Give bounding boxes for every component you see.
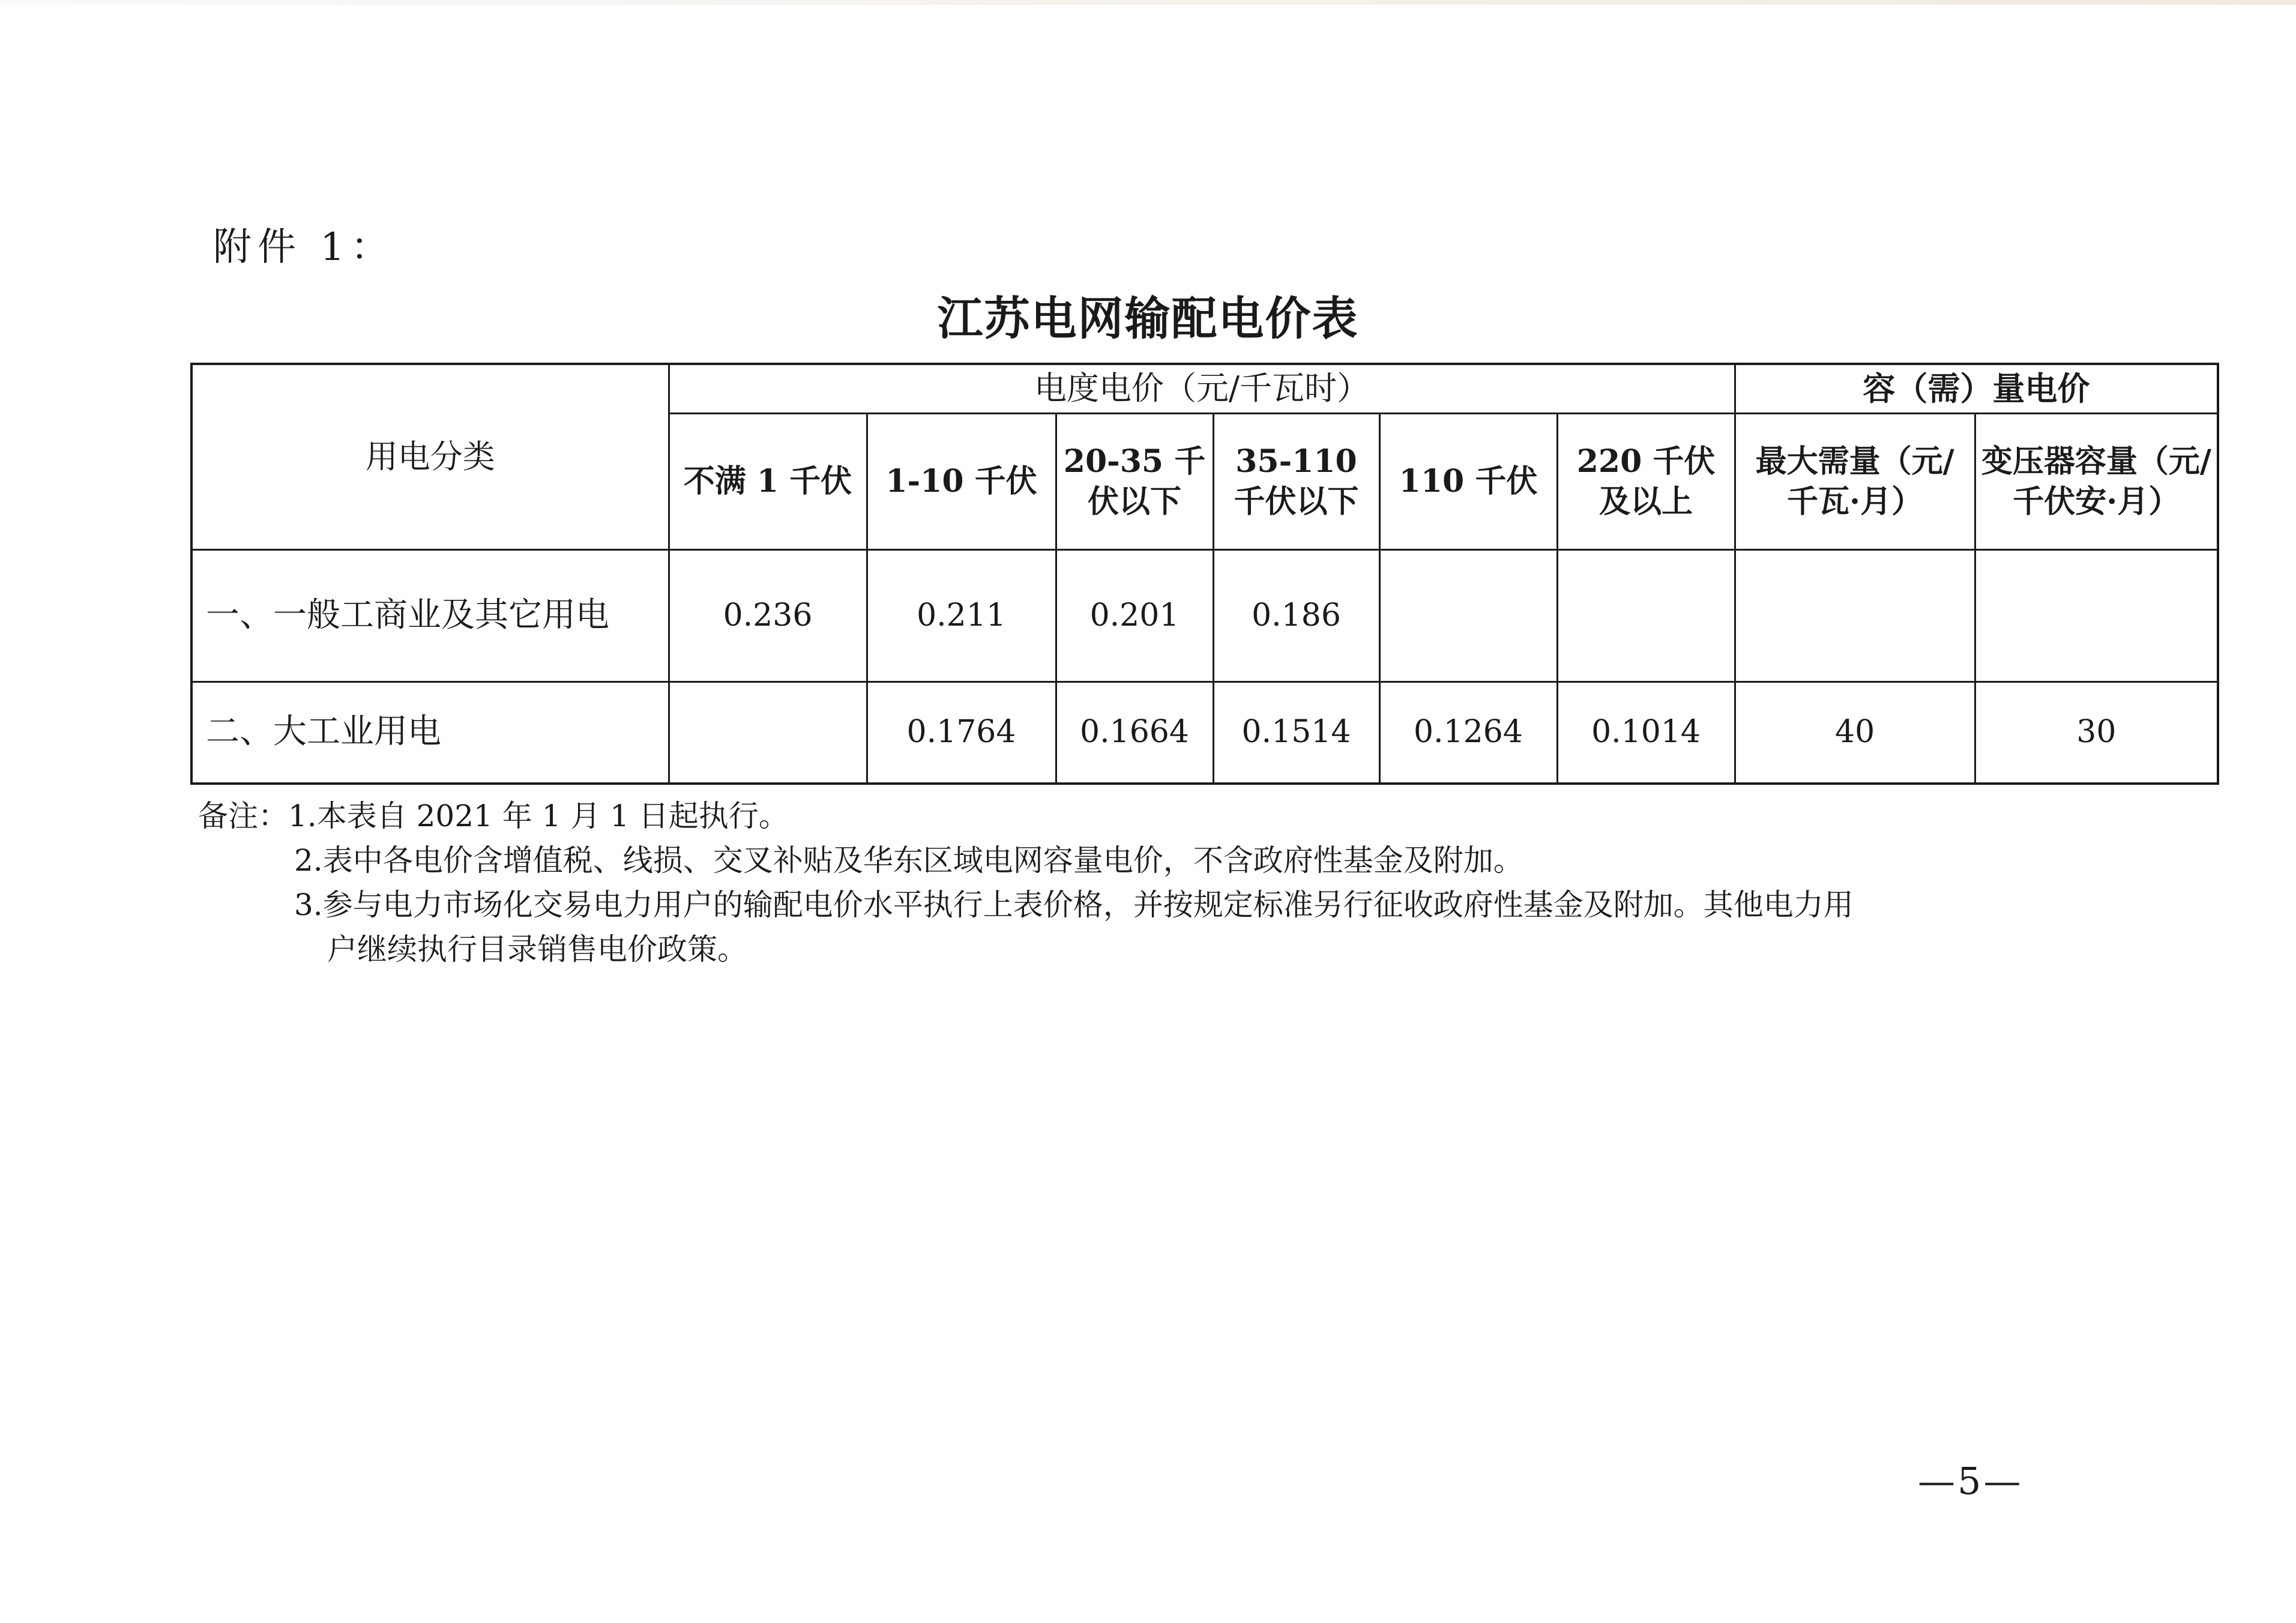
row-category: 二、大工业用电 bbox=[191, 682, 669, 784]
note-item-continuation: 户继续执行目录销售电价政策。 bbox=[327, 932, 747, 967]
page-edge-shadow bbox=[0, 0, 2296, 5]
table-row bbox=[191, 682, 2218, 784]
voltage-column-header: 不满 1 千伏 bbox=[669, 413, 867, 549]
document-title: 江苏电网输配电价表 bbox=[937, 292, 1359, 345]
capacity-price-group-header: 容（需）量电价 bbox=[1735, 364, 2218, 413]
energy-price-group-header: 电度电价（元/千瓦时） bbox=[669, 364, 1735, 413]
page-number: —5— bbox=[1918, 1459, 2023, 1503]
capacity-column-header: 变压器容量（元/千伏安·月） bbox=[1975, 413, 2218, 549]
voltage-column-header: 110 千伏 bbox=[1379, 413, 1557, 549]
table-cell: 0.211 bbox=[867, 550, 1056, 682]
table-cell: 30 bbox=[1975, 682, 2218, 784]
category-header: 用电分类 bbox=[191, 364, 669, 550]
table-cell bbox=[1557, 550, 1735, 682]
table-cell bbox=[669, 682, 867, 784]
voltage-column-header: 220 千伏及以上 bbox=[1557, 413, 1735, 549]
table-cell: 40 bbox=[1735, 682, 1975, 784]
table-cell bbox=[1975, 550, 2218, 682]
attachment-label: 附件 1： bbox=[213, 225, 396, 270]
table-cell: 0.1514 bbox=[1213, 682, 1379, 784]
note-line bbox=[198, 794, 2119, 838]
row-category: 一、一般工商业及其它用电 bbox=[191, 550, 669, 682]
tariff-table bbox=[190, 363, 2219, 785]
capacity-column-header: 最大需量（元/千瓦·月） bbox=[1735, 413, 1975, 549]
table-row bbox=[191, 550, 2218, 682]
table-cell: 0.1764 bbox=[867, 682, 1056, 784]
table-cell: 0.1014 bbox=[1557, 682, 1735, 784]
table-cell: 0.1664 bbox=[1056, 682, 1213, 784]
voltage-column-header: 20-35 千伏以下 bbox=[1056, 413, 1213, 549]
table-cell: 0.201 bbox=[1056, 550, 1213, 682]
note-item: 3.参与电力市场化交易电力用户的输配电价水平执行上表价格，并按规定标准另行征收政府性基金及附加。其他电力用 bbox=[294, 887, 1854, 922]
note-item: 1.本表自 2021 年 1 月 1 日起执行。 bbox=[288, 799, 789, 833]
notes-label: 备注： bbox=[198, 799, 288, 833]
voltage-column-header: 35-110 千伏以下 bbox=[1213, 413, 1379, 549]
table-cell bbox=[1379, 550, 1557, 682]
table-cell: 0.236 bbox=[669, 550, 867, 682]
voltage-column-header: 1-10 千伏 bbox=[867, 413, 1056, 549]
note-item: 2.表中各电价含增值税、线损、交叉补贴及华东区域电网容量电价，不含政府性基金及附加。 bbox=[294, 843, 1523, 878]
table-cell bbox=[1735, 550, 1975, 682]
table-cell: 0.1264 bbox=[1379, 682, 1557, 784]
header-row-1 bbox=[191, 364, 2218, 413]
notes-section bbox=[198, 794, 2119, 972]
table-cell: 0.186 bbox=[1213, 550, 1379, 682]
